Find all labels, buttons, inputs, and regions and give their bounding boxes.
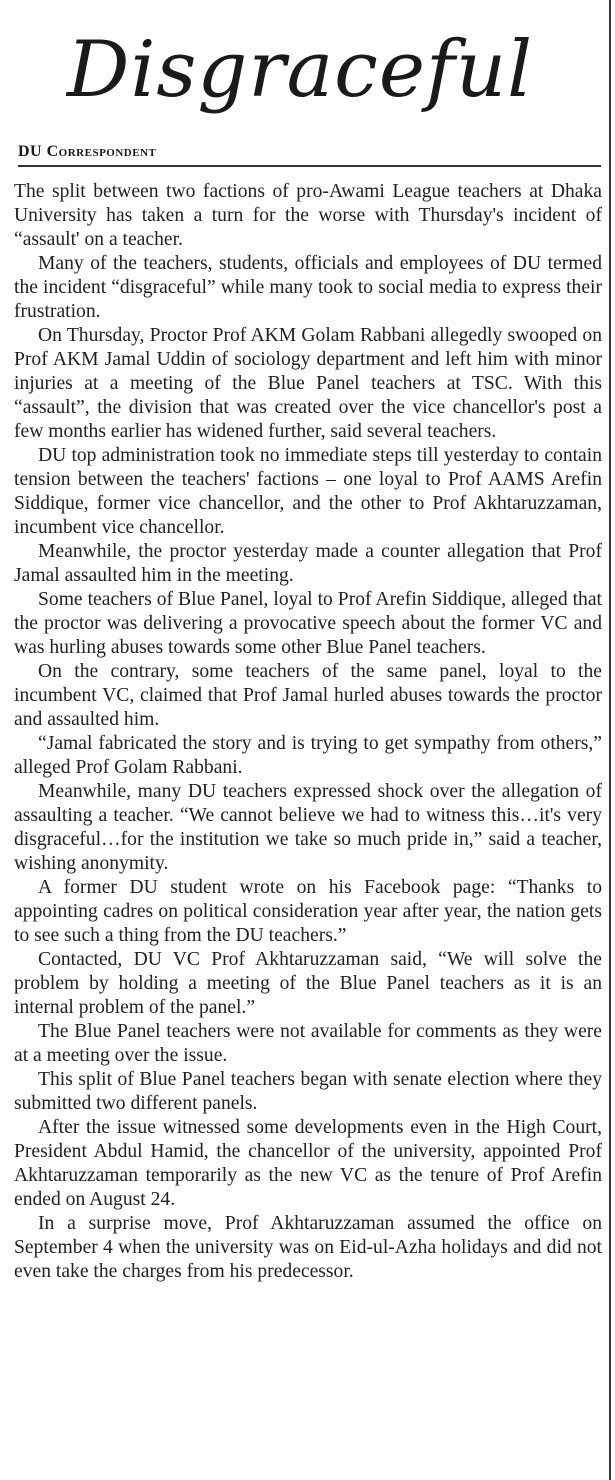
byline: DU Correspondent: [18, 143, 157, 160]
column-divider: [609, 0, 611, 1480]
byline-divider: [18, 165, 601, 167]
article-paragraph: This split of Blue Panel teachers began with senate election where they submitted two different panels.: [14, 1069, 602, 1114]
article-paragraph: Contacted, DU VC Prof Akhtaruzzaman said, “We will solve the problem by holding a meeting of the Blue Panel teachers as it is an internal problem of the panel.”: [14, 949, 602, 1018]
article-paragraph: “Jamal fabricated the story and is trying to get sympathy from others,” alleged Prof Golam Rabbani.: [14, 733, 602, 778]
article-paragraph: DU top administration took no immediate steps till yesterday to contain tension between the teachers' factions – one loyal to Prof AAMS Arefin Siddique, former vice chancellor, and the other to Prof Akhtaruzzaman, incumbent vice chancellor.: [14, 445, 602, 538]
article-body: [14, 180, 602, 1284]
headline: Disgraceful: [66, 25, 534, 115]
article-paragraph: On the contrary, some teachers of the same panel, loyal to the incumbent VC, claimed that Prof Jamal hurled abuses towards the proctor and assaulted him.: [14, 661, 602, 730]
article-paragraph: Many of the teachers, students, officials and employees of DU termed the incident “disgraceful” while many took to social media to express their frustration.: [14, 253, 602, 322]
article-paragraph: A former DU student wrote on his Facebook page: “Thanks to appointing cadres on political consideration year after year, the nation gets to see such a thing from the DU teachers.”: [14, 877, 602, 946]
article-paragraph: The split between two factions of pro-Awami League teachers at Dhaka University has taken a turn for the worse with Thursday's incident of “assault' on a teacher.: [14, 181, 602, 250]
article-paragraph: Meanwhile, many DU teachers expressed shock over the allegation of assaulting a teacher. “We cannot believe we had to witness this…it's very disgraceful…for the institution we take so much pride in,” said a teacher, wishing anonymity.: [14, 781, 602, 874]
article-paragraph: Some teachers of Blue Panel, loyal to Prof Arefin Siddique, alleged that the proctor was delivering a provocative speech about the former VC and was hurling abuses towards some other Blue Panel teachers.: [14, 589, 602, 658]
article-paragraph: After the issue witnessed some developments even in the High Court, President Abdul Hamid, the chancellor of the university, appointed Prof Akhtaruzzaman temporarily as the new VC as the tenure of Prof Arefin ended on August 24.: [14, 1117, 602, 1210]
article-paragraph: The Blue Panel teachers were not available for comments as they were at a meeting over the issue.: [14, 1021, 602, 1066]
article-paragraph: In a surprise move, Prof Akhtaruzzaman assumed the office on September 4 when the university was on Eid-ul-Azha holidays and did not even take the charges from his predecessor.: [14, 1213, 602, 1282]
article-paragraph: Meanwhile, the proctor yesterday made a counter allegation that Prof Jamal assaulted him in the meeting.: [14, 541, 602, 586]
article-paragraph: On Thursday, Proctor Prof AKM Golam Rabbani allegedly swooped on Prof AKM Jamal Uddin of sociology department and left him with minor injuries at a meeting of the Blue Panel teachers at TSC. With this “assault”, the division that was created over the vice chancellor's post a few months earlier has widened further, said several teachers.: [14, 325, 602, 442]
